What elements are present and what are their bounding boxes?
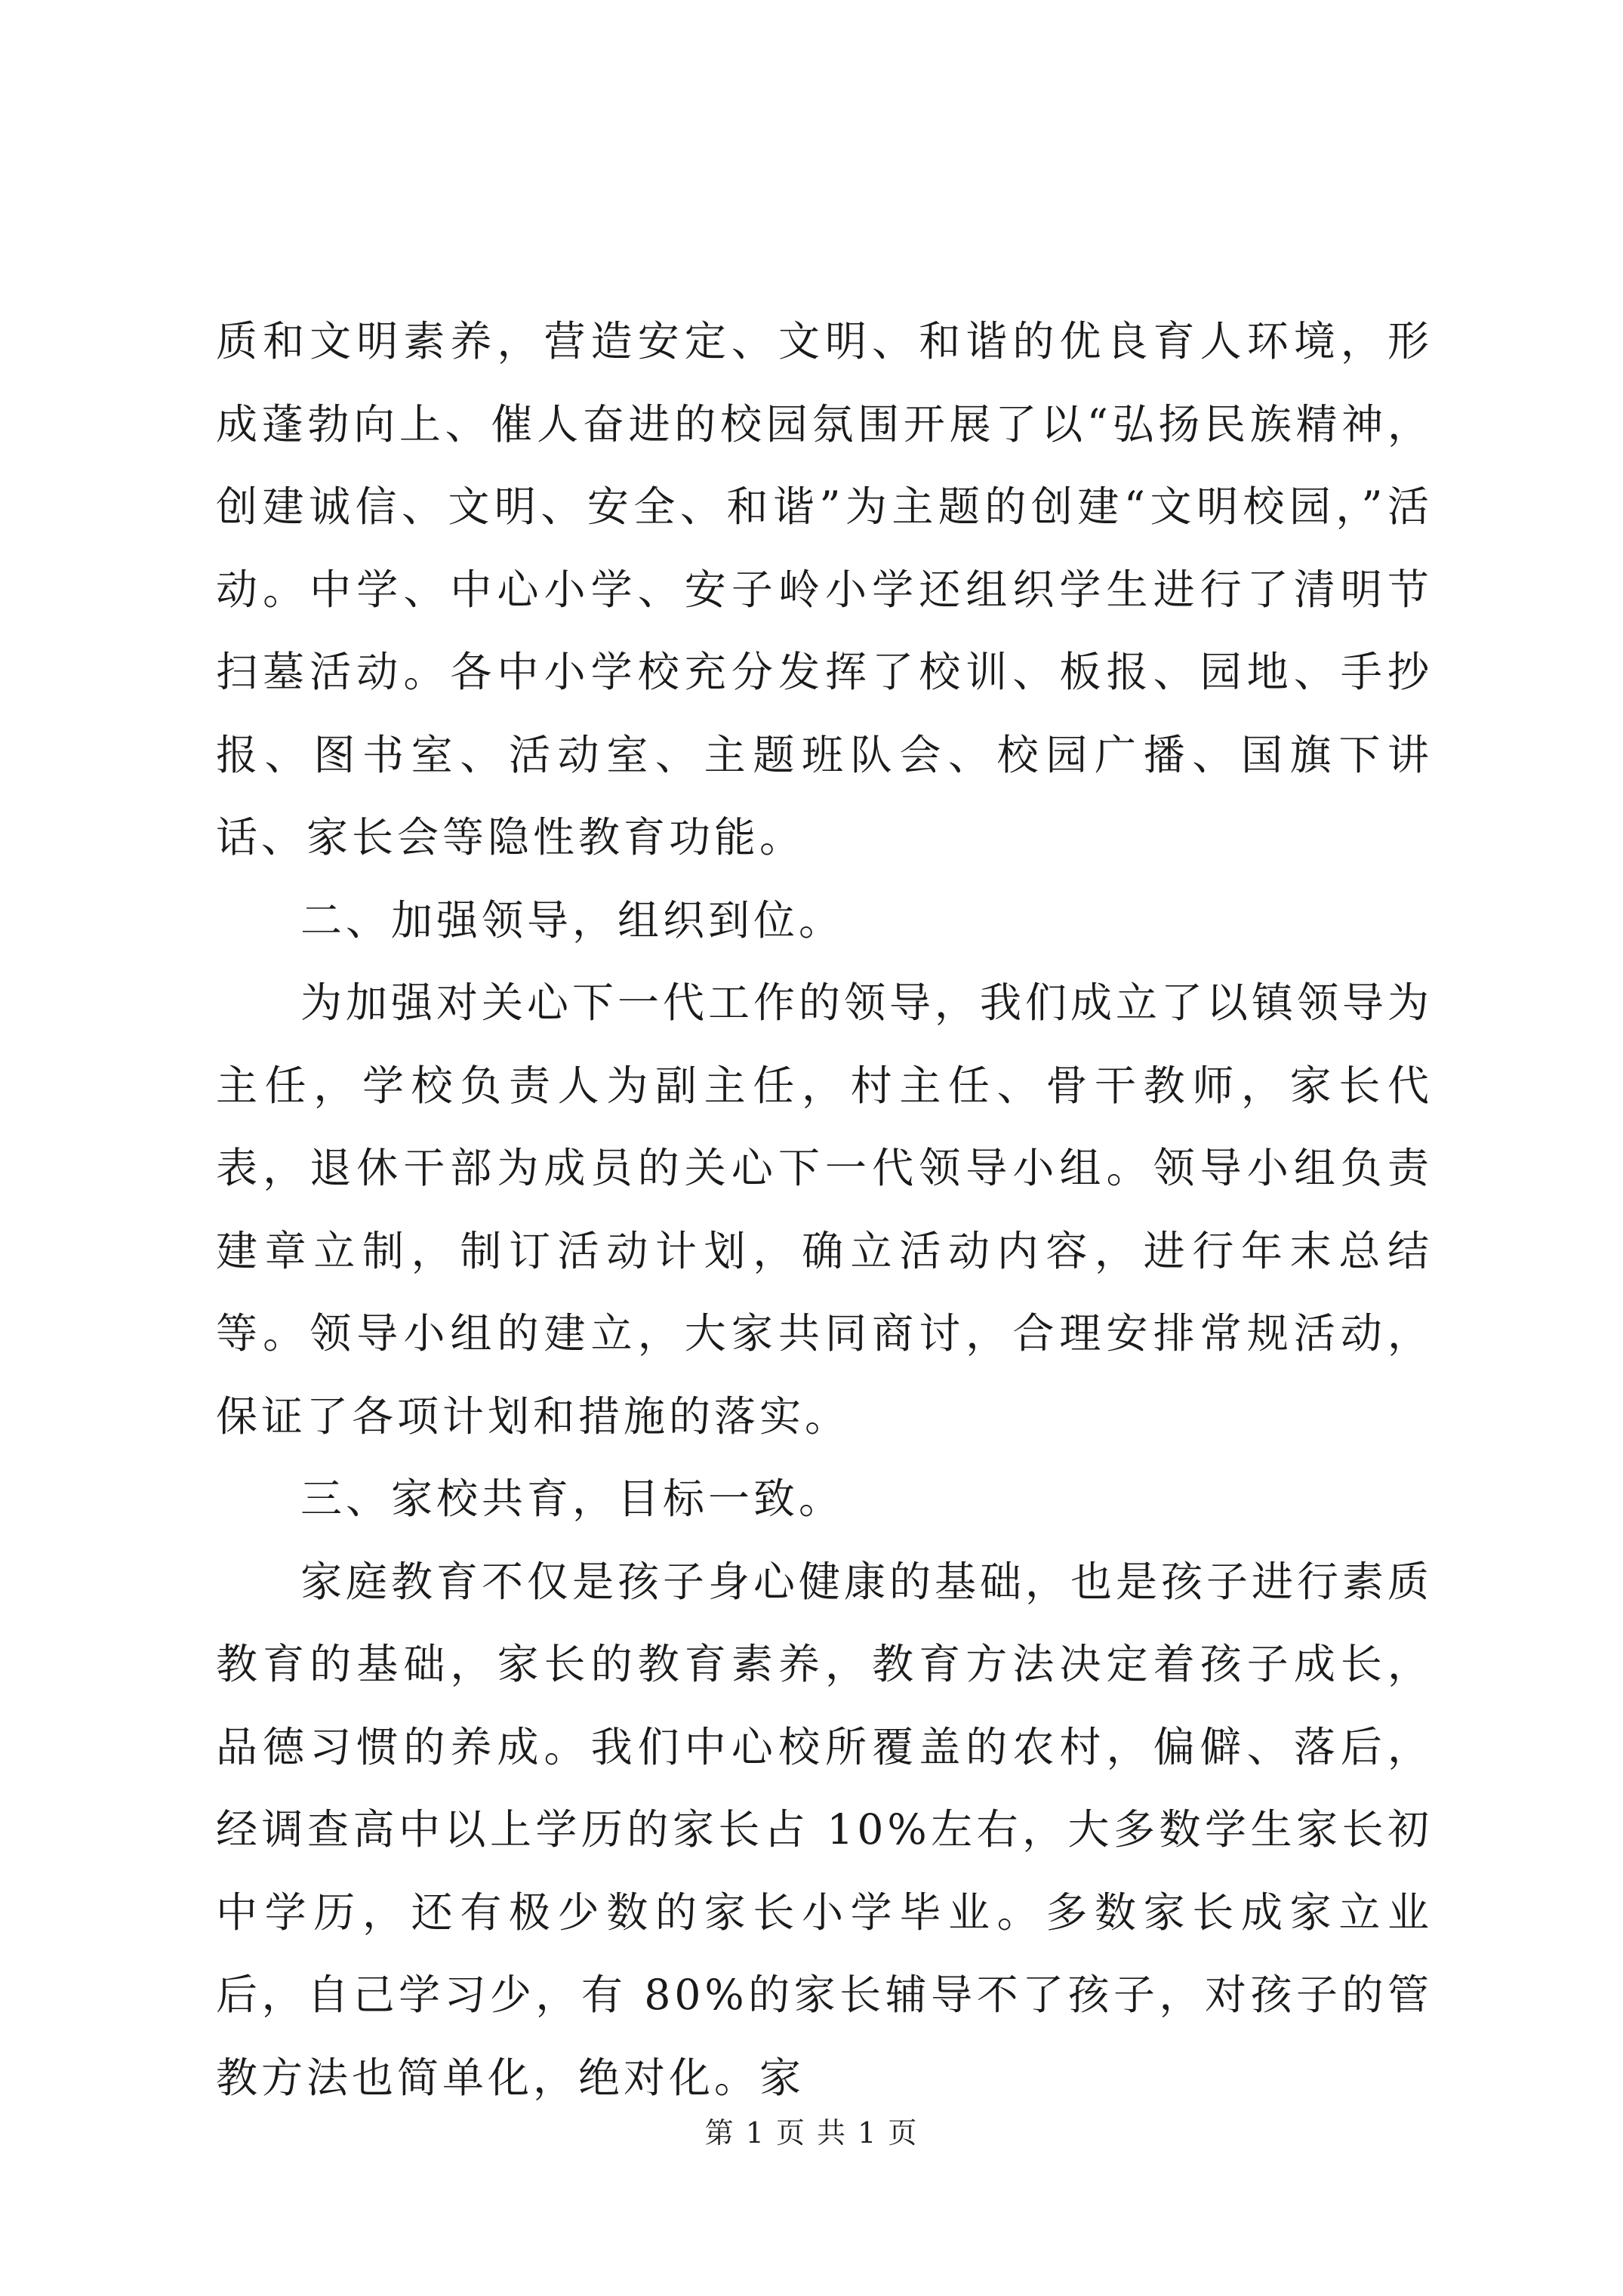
- section-heading-2: 二、加强领导，组织到位。: [300, 895, 845, 945]
- paragraph-section-2: 为加强对关心下一代工作的领导，我们成立了以镇领导为主任，学校负责人为副主任，村主任、骨干教师，家长代表，退休干部为成员的关心下一代领导小组。领导小组负责建章立制，制订活动计划，确立活动内容，进行年末总结等。领导小组的建立，大家共同商讨，合理安排常规活动，保证了各项计划和措施的落实。: [216, 978, 1434, 1441]
- document-body: [216, 300, 1433, 2119]
- section-heading-3: 三、家校共育，目标一致。: [300, 1475, 845, 1523]
- page-footer: 第 1 页 共 1 页: [704, 2116, 919, 2150]
- paragraph-continuation: 质和文明素养，营造安定、文明、和谐的优良育人环境，形成蓬勃向上、催人奋进的校园氛围开展了以“弘扬民族精神，创建诚信、文明、安全、和谐”为主题的创建“文明校园，”活动。中学、中心小学、安子岭小学还组织学生进行了清明节扫墓活动。各中小学校充分发挥了校训、板报、园地、手抄报、图书室、活动室、主题班队会、校园广播、国旗下讲话、家长会等隐性教育功能。: [216, 317, 1433, 861]
- paragraph-section-3: 家庭教育不仅是孩子身心健康的基础，也是孩子进行素质教育的基础，家长的教育素养，教育方法决定着孩子成长，品德习惯的养成。我们中心校所覆盖的农村，偏僻、落后，经调查高中以上学历的家长占 10%左右，大多数学生家长初中学历，还有极少数的家长小学毕业。多数家长成家立业后，自己学习少，有 80%的家长辅导不了孩子，对孩子的管教方法也简单化，绝对化。家: [216, 1557, 1434, 2102]
